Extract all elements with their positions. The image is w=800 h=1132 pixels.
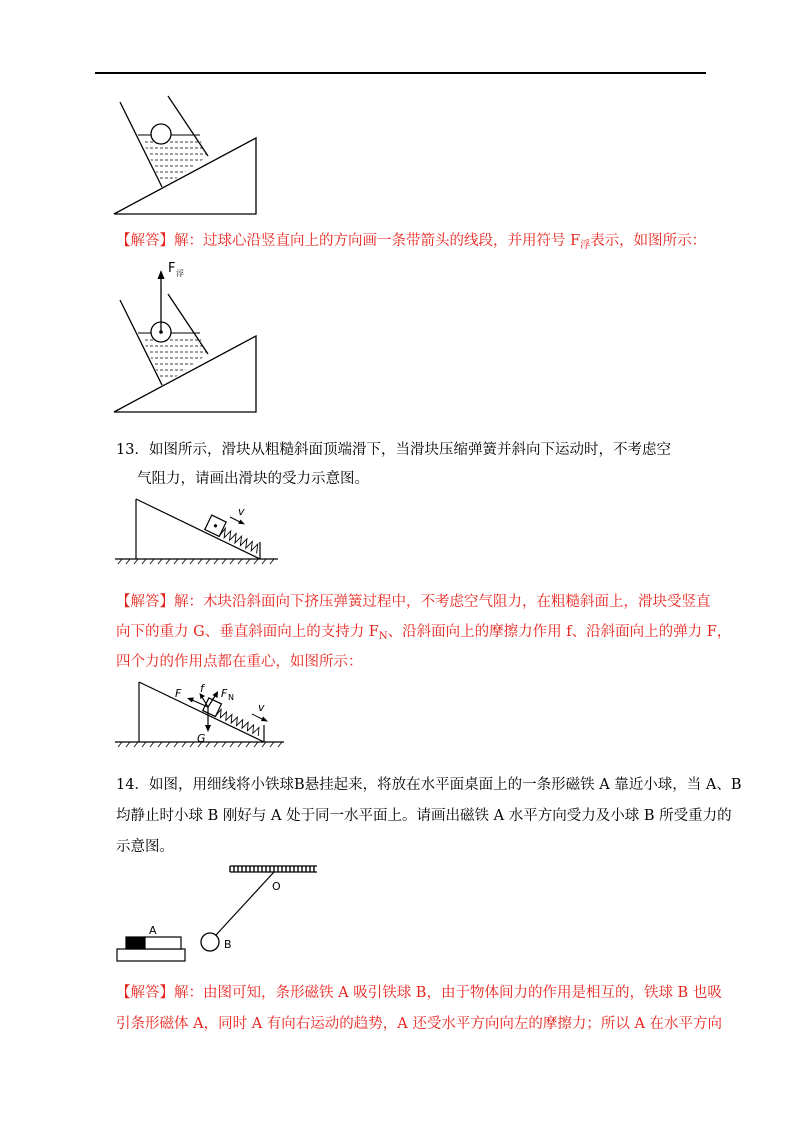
- question-number: 13．: [116, 442, 149, 458]
- q13-text-line2: 气阻力，请画出滑块的受力示意图。: [137, 471, 369, 487]
- q13-answer-line2: 向下的重力 G、垂直斜面向上的支持力 $F_N$、沿斜面向上的摩擦力作用 f、沿斜面向上的弹力 F，: [116, 624, 732, 642]
- answer-tag: 【解答】: [116, 233, 174, 249]
- velocity-label: v: [238, 505, 245, 518]
- answer-tag: 【解答】: [116, 985, 174, 1001]
- normal-force-sub: N: [228, 693, 234, 702]
- q13-text-line1: 13．如图所示，滑块从粗糙斜面顶端滑下，当滑块压缩弹簧并斜向下运动时，不考虑空: [116, 442, 671, 458]
- answer-tag: 【解答】: [116, 594, 174, 610]
- figure-magnet-ball: [112, 862, 332, 967]
- force-F-label: F: [175, 687, 182, 700]
- q14-answer-line2: 引条形磁体 A，同时 A 有向右运动的趋势，A 还受水平方向向左的摩擦力；所以 A 在水平方向: [116, 1016, 723, 1032]
- buoyancy-label: F: [168, 261, 176, 276]
- ball-label: B: [224, 938, 232, 951]
- normal-force-label: F: [221, 687, 228, 700]
- figure-ball-in-water: [110, 92, 270, 217]
- q12-answer: 【解答】解：过球心沿竖直向上的方向画一条带箭头的线段，并用符号 $F_浮$表示，如图所示：: [116, 233, 707, 251]
- question-number: 14．: [116, 777, 149, 793]
- figure-slider-forces: [112, 680, 287, 750]
- figure-slider-spring: [112, 497, 282, 567]
- velocity-label: v: [258, 701, 265, 714]
- figure-buoyancy-answer: [110, 255, 270, 415]
- q13-answer-line3: 四个力的作用点都在重心，如图所示：: [116, 654, 363, 670]
- friction-label: f: [200, 682, 204, 695]
- buoyancy-label-sub: 浮: [176, 269, 184, 278]
- magnet-label: A: [149, 924, 157, 937]
- q14-answer-line1: 【解答】解：由图可知，条形磁铁 A 吸引铁球 B，由于物体间力的作用是相互的，铁球 B 也吸: [116, 985, 722, 1001]
- q14-text-line2: 均静止时小球 B 刚好与 A 处于同一水平面上。请画出磁铁 A 水平方向受力及小球 B 所受重力的: [116, 808, 732, 824]
- gravity-label: G: [197, 732, 206, 745]
- pivot-label: O: [272, 880, 281, 893]
- q14-text-line3: 示意图。: [116, 839, 174, 855]
- header-rule: [95, 72, 706, 74]
- q13-answer-line1: 【解答】解：木块沿斜面向下挤压弹簧过程中，不考虑空气阻力，在粗糙斜面上，滑块受竖直: [116, 594, 711, 610]
- q14-text-line1: 14．如图，用细线将小铁球B悬挂起来，将放在水平面桌面上的一条形磁铁 A 靠近小球，当 A、B: [116, 777, 742, 793]
